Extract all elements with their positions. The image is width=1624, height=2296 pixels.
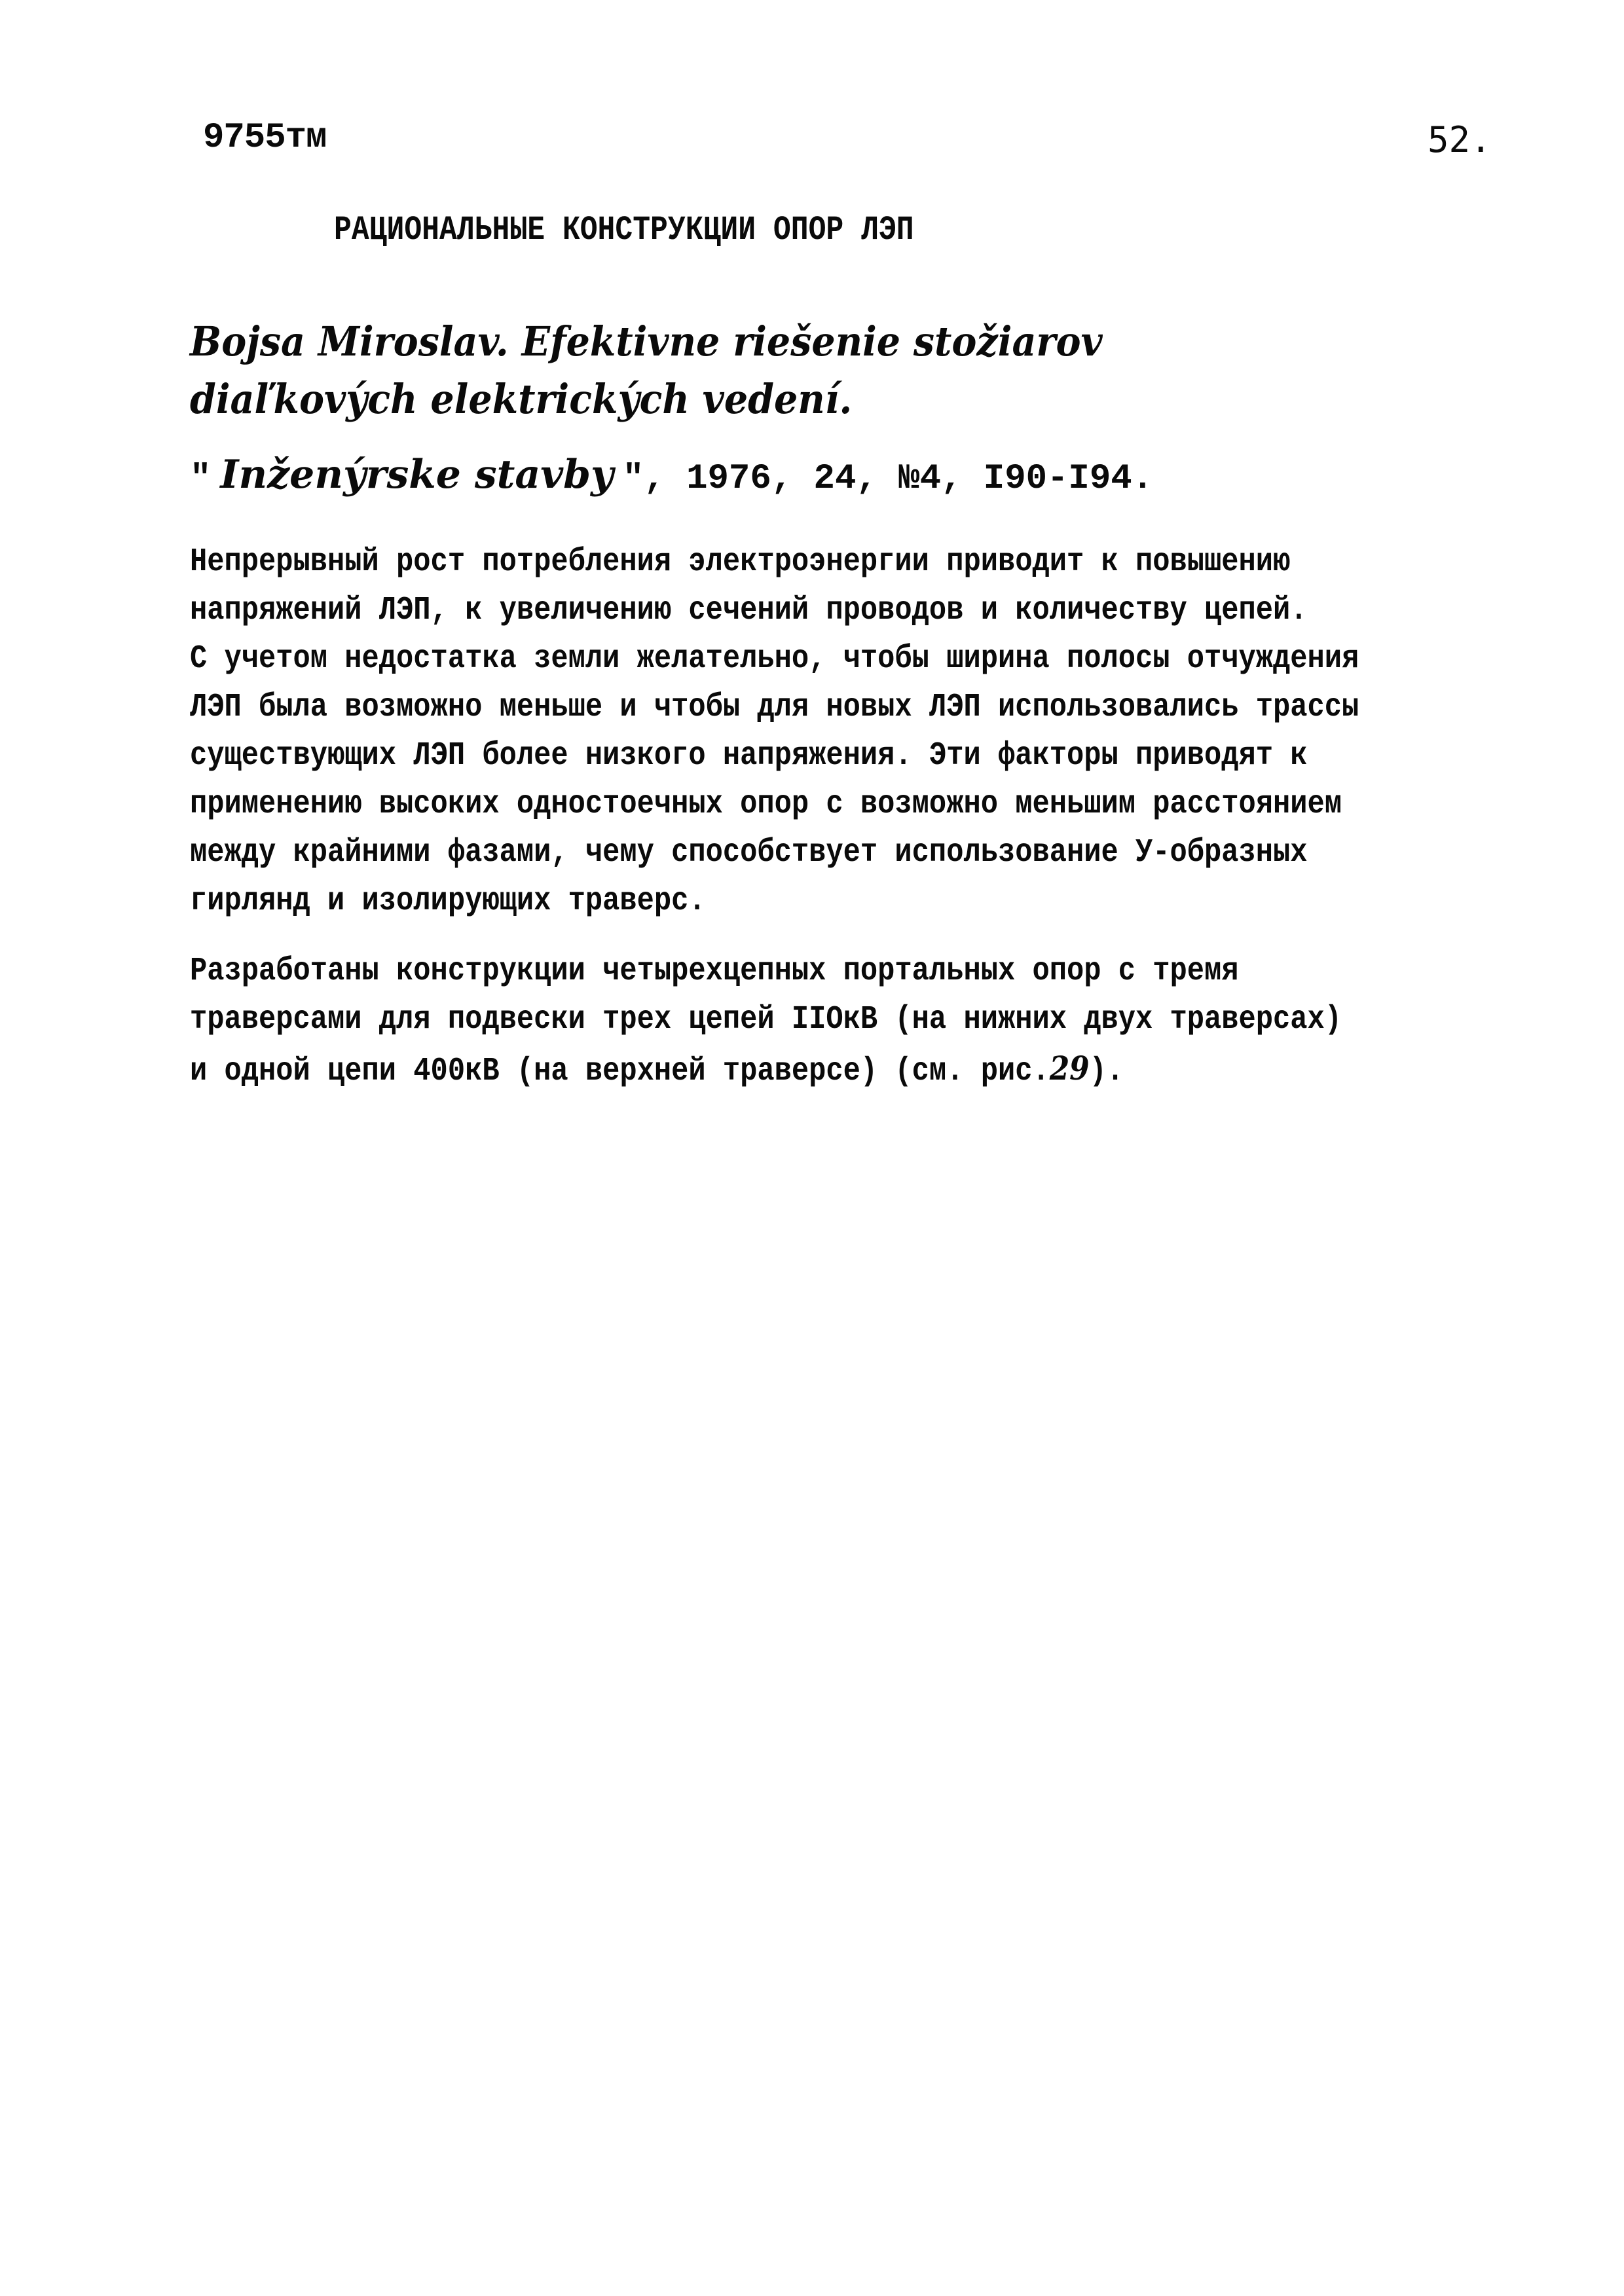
document-code: 9755тм xyxy=(203,118,327,158)
publication-details: ", 1976, 24, №4, I90-I94. xyxy=(622,459,1154,499)
page-number: 52. xyxy=(1428,119,1492,160)
paragraph-line: С учетом недостатка земли желательно, чтобы ширина полосы отчуждения xyxy=(190,640,1359,678)
figure-reference: 29 xyxy=(1049,1049,1090,1087)
last-line-suffix: ). xyxy=(1089,1053,1124,1090)
journal-name: Inženýrske stavby xyxy=(220,452,614,498)
citation-line-2: diaľkových elektrických vedení. xyxy=(190,375,853,423)
paragraph-line: применению высоких одностоечных опор с возможно меньшим расстоянием xyxy=(190,786,1342,823)
paragraph-line: между крайними фазами, чему способствует использование У-образных xyxy=(190,834,1308,871)
page-title: РАЦИОНАЛЬНЫЕ КОНСТРУКЦИИ ОПОР ЛЭП xyxy=(334,211,914,249)
paragraph-2 xyxy=(190,947,1342,1096)
paragraph-1 xyxy=(190,538,1359,926)
paragraph-line: Непрерывный рост потребления электроэнергии приводит к повышению xyxy=(190,543,1291,581)
citation-source xyxy=(190,452,1153,499)
paragraph-line: существующих ЛЭП более низкого напряжения. Эти факторы приводят к xyxy=(190,737,1308,774)
paragraph-line: ЛЭП была возможно меньше и чтобы для новых ЛЭП использовались трассы xyxy=(190,689,1359,726)
open-quote: " xyxy=(190,459,212,499)
paragraph-line: гирлянд и изолирующих траверс. xyxy=(190,883,706,920)
handwritten-citation xyxy=(190,313,1274,428)
paragraph-line-last xyxy=(190,1044,1342,1096)
paragraph-line: траверсами для подвески трех цепей IIOкВ (на нижних двух траверсах) xyxy=(190,1001,1342,1038)
citation-line-1: Bojsa Miroslav. Efektivne riešenie stožiarov xyxy=(190,318,1103,365)
paragraph-line: Разработаны конструкции четырехцепных портальных опор с тремя xyxy=(190,953,1239,990)
paragraph-line: напряжений ЛЭП, к увеличению сечений проводов и количеству цепей. xyxy=(190,592,1308,629)
last-line-text: и одной цепи 400кВ (на верхней траверсе) (см. рис. xyxy=(190,1053,1050,1090)
